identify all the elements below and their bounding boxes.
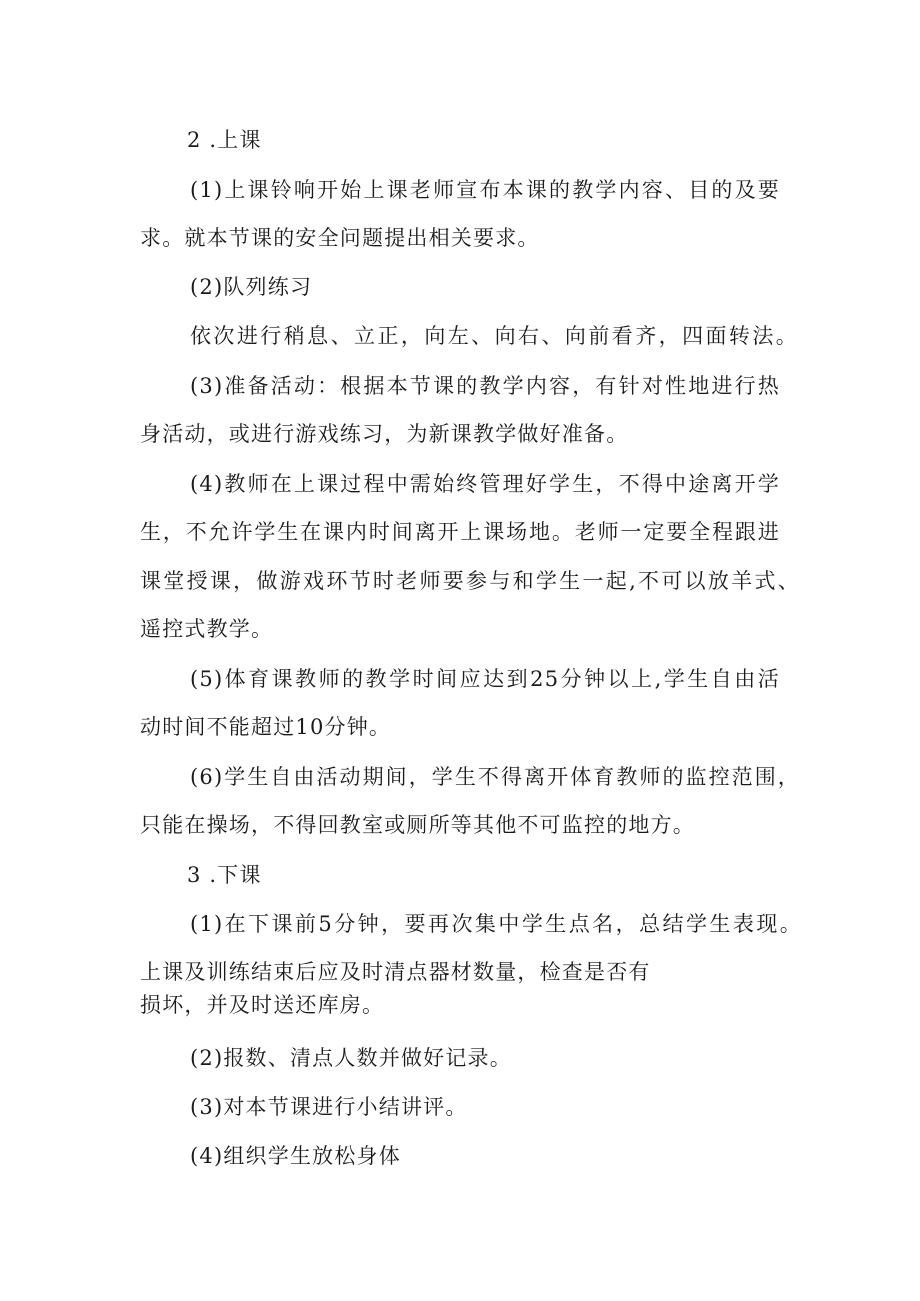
paragraph-line: 上课及训练结束后应及时清点器材数量，检查是否有 — [140, 960, 651, 984]
section-heading-class: 2 .上课 — [187, 128, 262, 152]
paragraph-line: (3)准备活动：根据本节课的教学内容，有针对性地进行热 — [190, 374, 780, 398]
paragraph-line: (1)上课铃响开始上课老师宣布本课的教学内容、目的及要 — [190, 178, 780, 202]
paragraph-line: (2)报数、清点人数并做好记录。 — [190, 1046, 512, 1070]
paragraph-line: 损坏，并及时送还库房。 — [140, 993, 385, 1017]
paragraph-line: 生，不允许学生在课内时间离开上课场地。老师一定要全程跟进 — [140, 520, 780, 544]
paragraph-line: (2)队列练习 — [190, 275, 313, 299]
paragraph-line: (4)组织学生放松身体 — [190, 1144, 401, 1168]
paragraph-line: 课堂授课，做游戏环节时老师要参与和学生一起,不可以放羊式、 — [140, 569, 800, 593]
paragraph-line: 依次进行稍息、立正，向左、向右、向前看齐，四面转法。 — [190, 324, 798, 348]
paragraph-line: 身活动，或进行游戏练习，为新课教学做好准备。 — [140, 422, 629, 446]
paragraph-line: 只能在操场，不得回教室或厕所等其他不可监控的地方。 — [140, 813, 695, 837]
paragraph-line: (5)体育课教师的教学时间应达到25分钟以上,学生自由活 — [190, 667, 780, 691]
paragraph-line: 动时间不能超过10分钟。 — [140, 715, 392, 739]
paragraph-line: 求。就本节课的安全问题提出相关要求。 — [140, 226, 540, 250]
section-heading-dismissal: 3 .下课 — [187, 863, 262, 887]
paragraph-line: (6)学生自由活动期间，学生不得离开体育教师的监控范围， — [190, 765, 800, 789]
paragraph-line: (3)对本节课进行小结讲评。 — [190, 1095, 468, 1119]
paragraph-line: (4)教师在上课过程中需始终管理好学生，不得中途离开学 — [190, 472, 780, 496]
paragraph-line: (1)在下课前5分钟，要再次集中学生点名，总结学生表现。 — [190, 912, 802, 936]
paragraph-line: 遥控式教学。 — [140, 617, 274, 641]
